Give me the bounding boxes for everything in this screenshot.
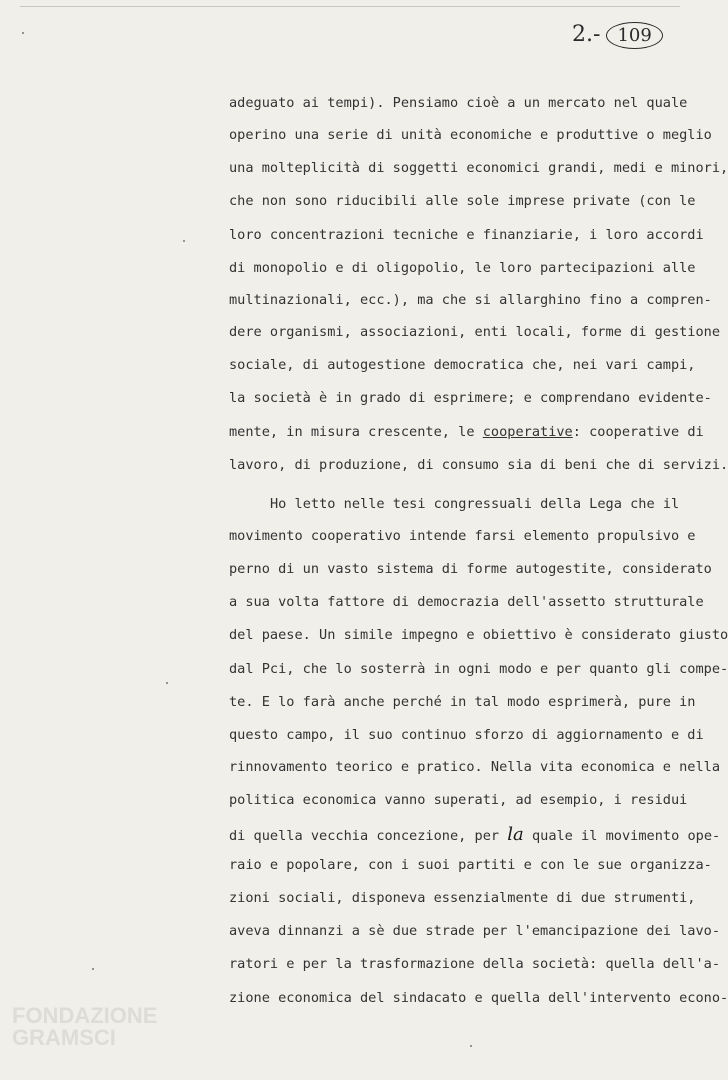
paper-speck: [166, 682, 168, 684]
text-line: lavoro, di produzione, di consumo sia di beni che di servizi.: [229, 457, 728, 473]
text-line: di monopolio e di oligopolio, le loro partecipazioni alle: [229, 260, 696, 276]
paragraph-start-line: Ho letto nelle tesi congressuali della Lega che il: [270, 496, 680, 512]
archive-watermark: [12, 1005, 157, 1049]
handwritten-correction: la: [507, 824, 524, 845]
text-line: politica economica vanno superati, ad esempio, i residui: [229, 792, 688, 808]
watermark-line: FONDAZIONE: [12, 1003, 158, 1028]
text-line: sociale, di autogestione democratica che, nei vari campi,: [229, 357, 696, 373]
paper-speck: [92, 968, 94, 970]
text-line: [229, 424, 704, 440]
text-line: a sua volta fattore di democrazia dell'assetto strutturale: [229, 594, 704, 610]
text-line: te. E lo farà anche perché in tal modo esprimerà, pure in: [229, 694, 696, 710]
text-line: che non sono riducibili alle sole imprese private (con le: [229, 193, 696, 209]
text-line: ratori e per la trasformazione della società: quella dell'a-: [229, 956, 721, 972]
text-line: zione economica del sindacato e quella dell'intervento econo-: [229, 990, 728, 1006]
text-line: raio e popolare, con i suoi partiti e con le sue organizza-: [229, 857, 712, 873]
text-line: rinnovamento teorico e pratico. Nella vita economica e nella: [229, 759, 721, 775]
watermark-line: GRAMSCI: [12, 1025, 116, 1050]
text-line: dal Pci, che lo sosterrà in ogni modo e per quanto gli compe-: [229, 661, 728, 677]
text-line: la società è in grado di esprimere; e comprendano evidente-: [229, 390, 712, 406]
paper-speck: [183, 240, 185, 242]
text-line: adeguato ai tempi). Pensiamo cioè a un mercato nel quale: [229, 95, 688, 111]
page-number: [572, 22, 663, 49]
text-line: del paese. Un simile impegno e obiettivo è considerato giusto: [229, 627, 728, 643]
text-line: operino una serie di unità economiche e produttive o meglio: [229, 127, 712, 143]
text-segment: : cooperative di: [572, 424, 704, 440]
text-line: [229, 824, 720, 845]
text-segment: quale il movimento ope-: [523, 828, 721, 844]
text-line: zioni sociali, disponeva essenzialmente di due strumenti,: [229, 890, 696, 906]
paper-speck: [22, 32, 24, 34]
underlined-word: cooperative: [482, 424, 573, 440]
page-number-prefix: 2.-: [572, 22, 601, 47]
text-line: aveva dinnanzi a sè due strade per l'emancipazione dei lavo-: [229, 923, 721, 939]
text-segment: di quella vecchia concezione, per: [229, 828, 508, 844]
text-line: perno di un vasto sistema di forme autogestite, considerato: [229, 561, 712, 577]
text-line: una molteplicità di soggetti economici grandi, medi e minori,: [229, 160, 728, 176]
text-line: movimento cooperativo intende farsi elemento propulsivo e: [229, 528, 696, 544]
text-segment: mente, in misura crescente, le: [229, 424, 483, 440]
text-line: loro concentrazioni tecniche e finanziarie, i loro accordi: [229, 227, 704, 243]
page-top-edge: [20, 6, 680, 7]
text-line: dere organismi, associazioni, enti locali, forme di gestione: [229, 324, 721, 340]
text-line: questo campo, il suo continuo sforzo di aggiornamento e di: [229, 727, 704, 743]
text-line: multinazionali, ecc.), ma che si allarghino fino a compren-: [229, 292, 712, 308]
paper-speck: [470, 1045, 472, 1047]
page-number-circled: 109: [606, 22, 662, 49]
